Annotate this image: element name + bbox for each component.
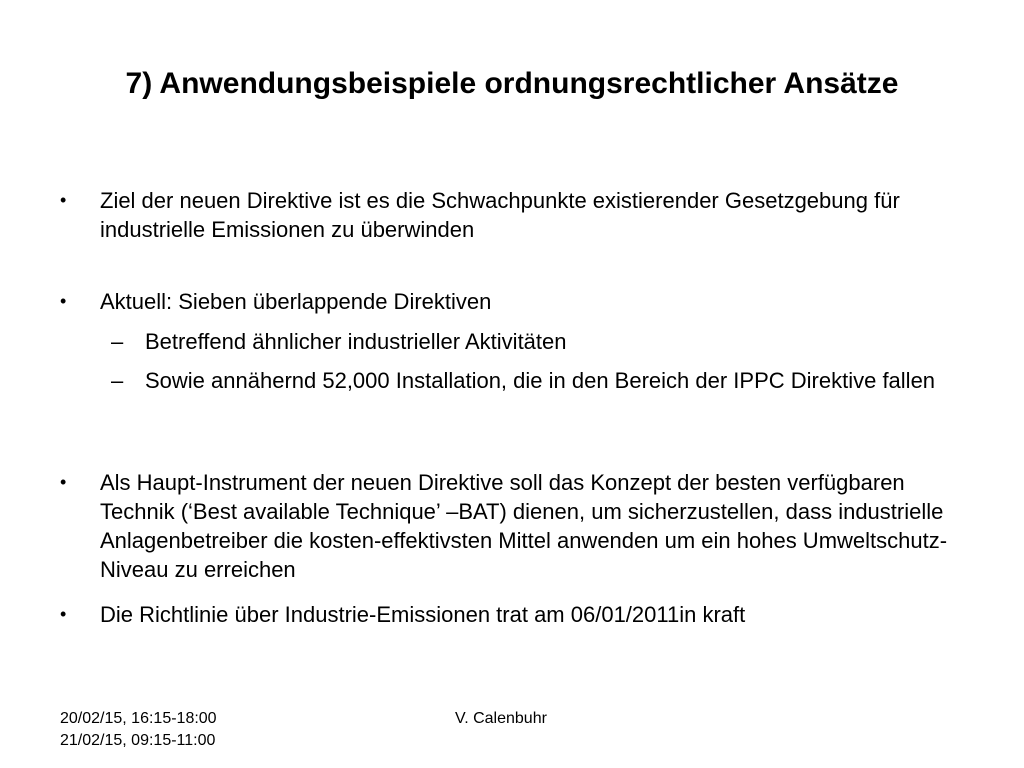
bullet-marker: • [60,291,67,311]
slide-title: 7) Anwendungsbeispiele ordnungsrechtlicher Ansätze [125,67,899,100]
bullet-marker: • [60,472,67,492]
footer-date [60,708,360,752]
bullet-marker: • [60,604,67,624]
bullet-item-2 [60,287,960,316]
bullet-item-3 [60,468,960,584]
bullet-marker: • [60,190,67,210]
bullet-text: Die Richtlinie über Industrie-Emissionen trat am 06/01/2011in kraft [100,602,746,627]
footer-author: V. Calenbuhr [455,710,547,727]
bullet-item-4 [60,600,960,629]
sub-bullet-item-1 [111,327,941,356]
sub-bullet-marker: – [111,368,124,393]
bullet-text: Als Haupt-Instrument der neuen Direktive soll das Konzept der besten verfügbaren Technik (‘Best available Technique’ –BAT) dienen, um sicherzustellen, dass industrielle Anlagenbetreiber die kosten-effektivsten Mittel anwenden um ein hohes Umweltschutz-Niveau zu erreichen [100,470,948,582]
footer-date-line-2: 21/02/15, 09:15-11:00 [60,732,216,749]
sub-bullet-marker: – [111,329,124,354]
sub-bullet-item-2 [111,366,941,395]
sub-bullet-text: Sowie annähernd 52,000 Installation, die in den Bereich der IPPC Direktive fallen [145,368,936,393]
footer-date-line-1: 20/02/15, 16:15-18:00 [60,710,217,727]
bullet-text: Aktuell: Sieben überlappende Direktiven [100,289,492,314]
bullet-text: Ziel der neuen Direktive ist es die Schwachpunkte existierender Gesetzgebung für industrielle Emissionen zu überwinden [100,188,900,242]
sub-bullet-text: Betreffend ähnlicher industrieller Aktivitäten [145,329,567,354]
bullet-item-1 [60,186,960,244]
